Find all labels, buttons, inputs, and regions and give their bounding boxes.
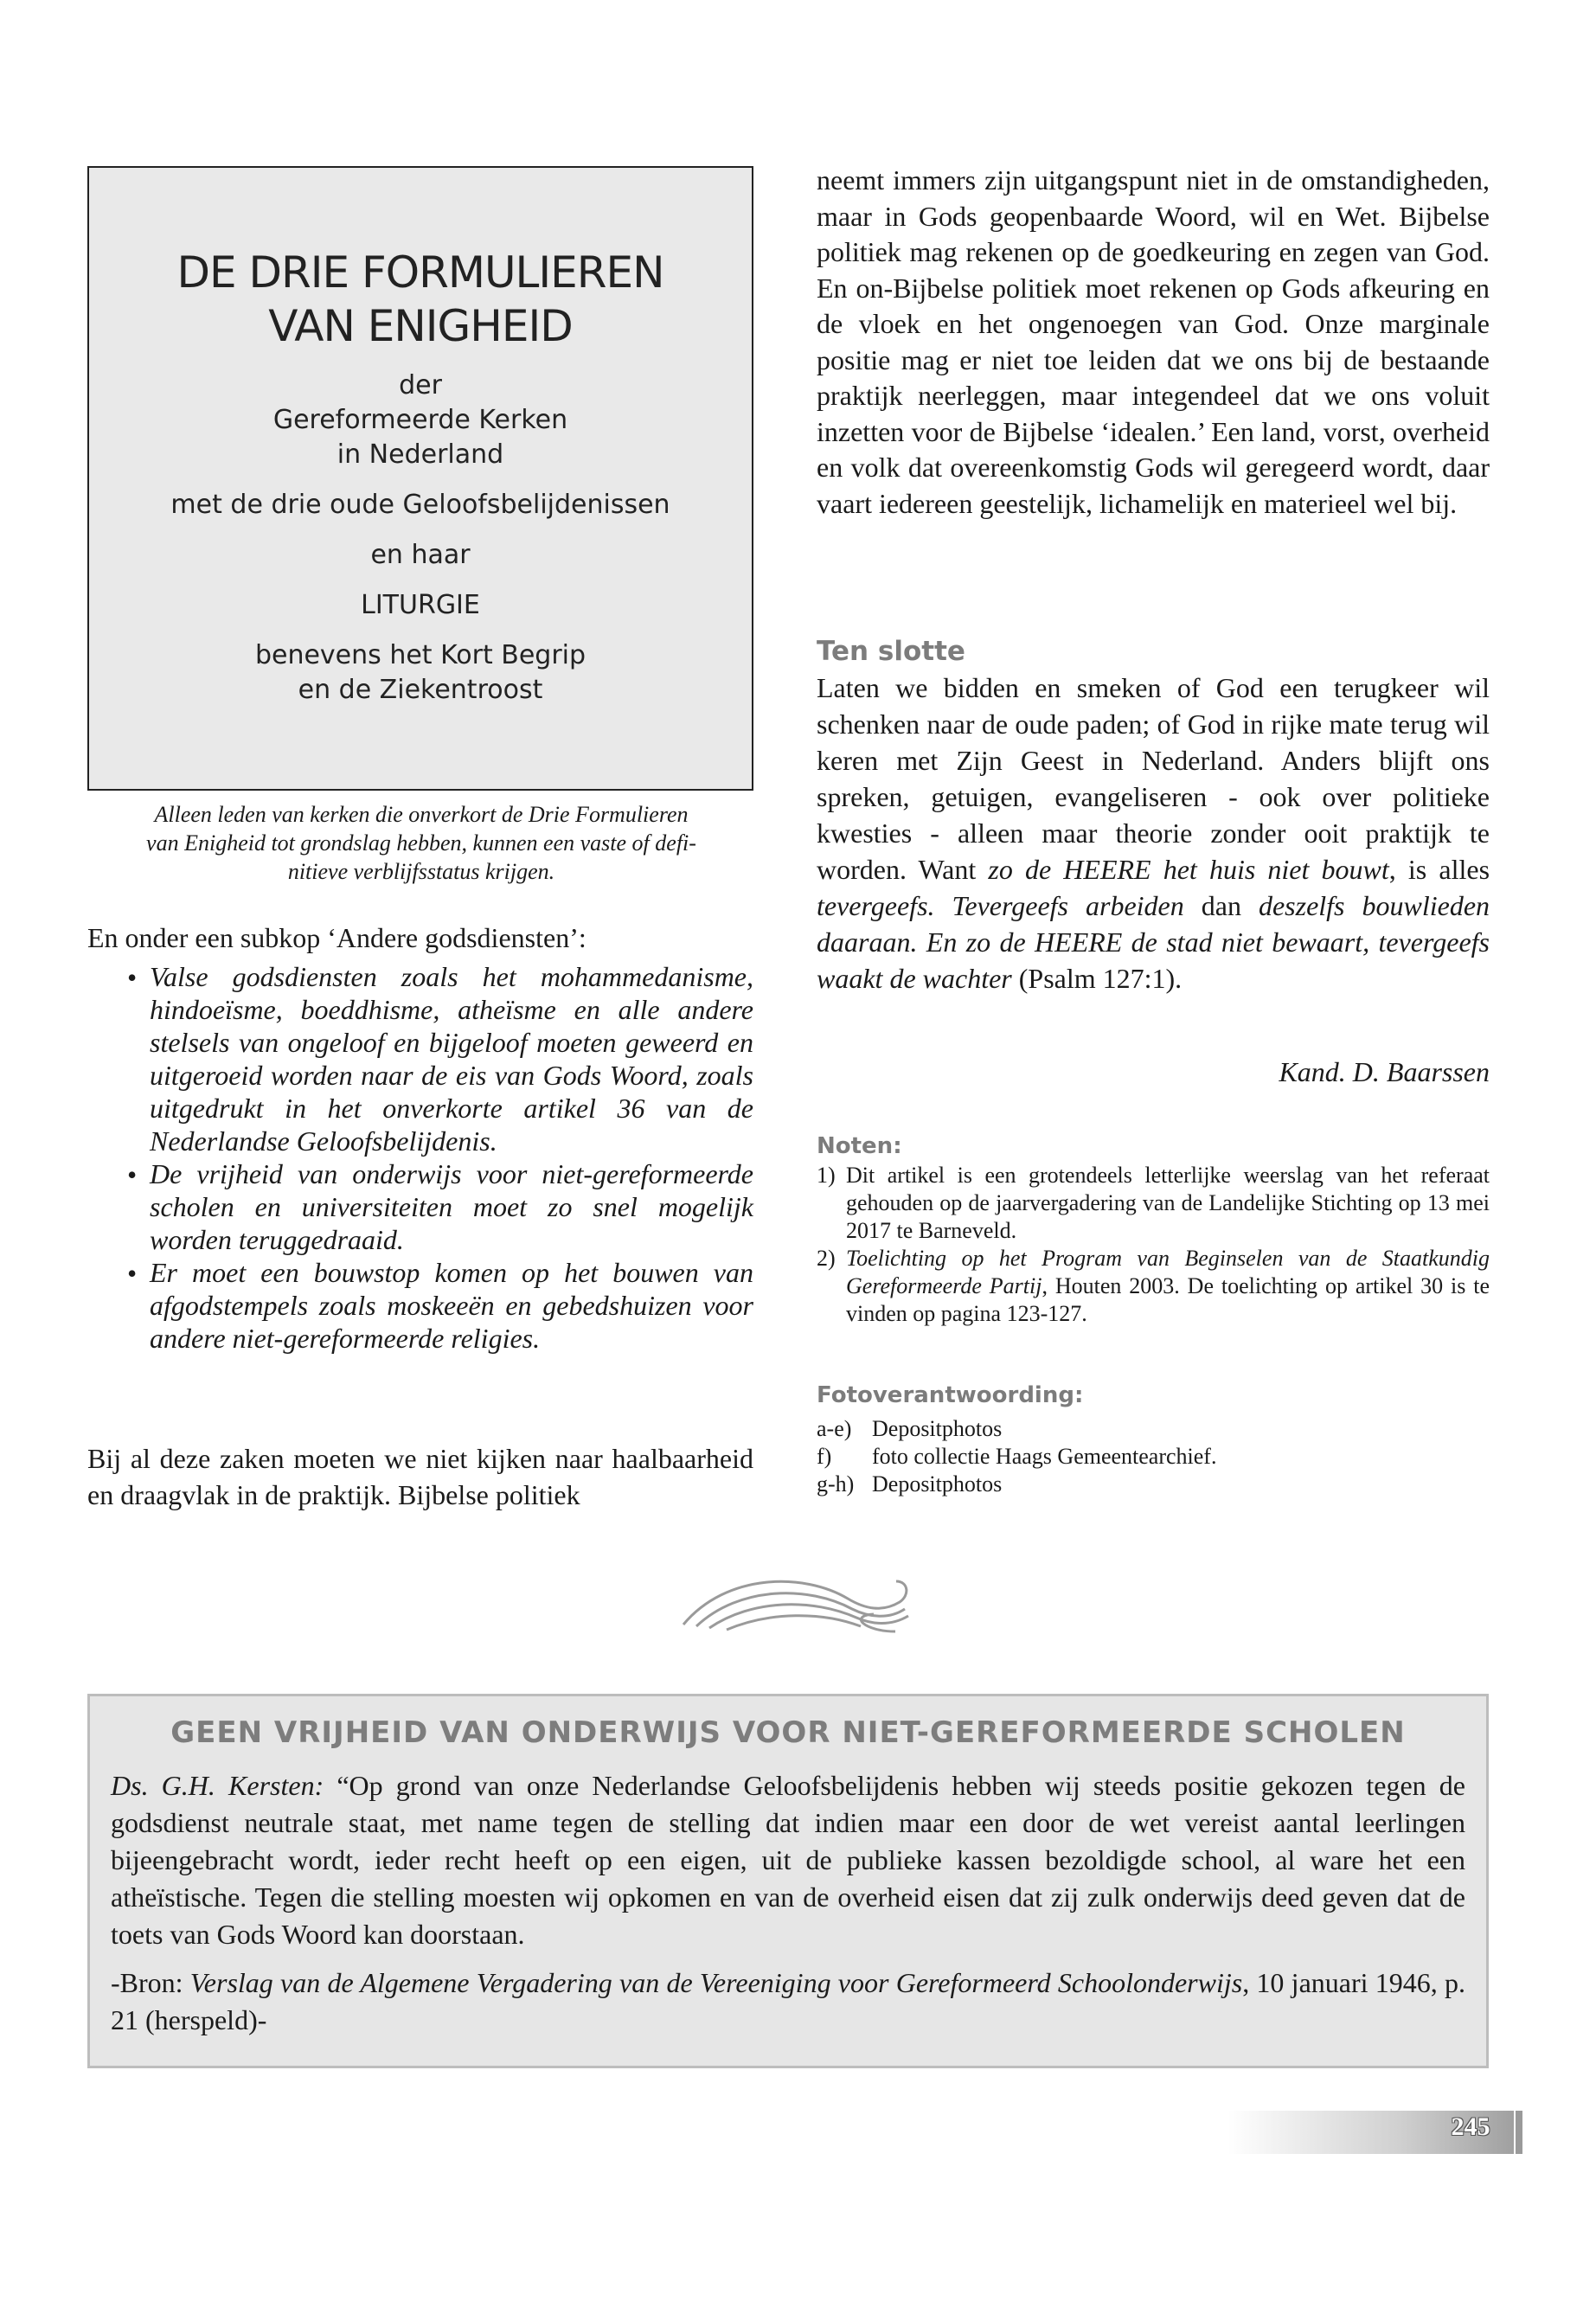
caption-line: nitieve verblijfsstatus krijgen. [287,859,555,884]
credit-key: a-e) [817,1416,852,1441]
page-edge-tick [1516,2111,1522,2154]
page-number: 245 [1451,2112,1490,2141]
bullet-text: De vrijheid van onderwijs voor niet-gereformeerde scholen en universiteiten moet zo snel mogelijk worden teruggedraaid. [150,1158,753,1255]
book-cover-image [87,166,753,791]
cover-kerken: Gereformeerde Kerken [272,405,568,435]
left-intro: En onder een subkop ‘Andere godsdiensten’: [87,922,586,953]
cover-geloof: met de drie oude Geloofsbelijdenissen [170,490,670,520]
notes-list [817,1162,1490,1328]
credits-heading: Fotoverantwoording: [817,1382,1084,1408]
note-rest: , Houten 2003. De toelichting op artikel 30 is te vinden op pagina 123-127. [846,1273,1490,1326]
para-italic: tevergeefs. Tevergeefs arbeiden [817,890,1184,921]
note-text: Dit artikel is een grotendeels letterlijke weerslag van het referaat gehouden op de jaarvergadering van de Landelijke Stichting op 13 mei 2017 te Barneveld. [846,1163,1490,1243]
bullet-text: Er moet een bouwstop komen op het bouwen van afgodstempels zoals moskeeën en gebedshuizen voor andere niet-gereformeerde religies. [150,1257,753,1354]
credit-value: foto collectie Haags Gemeentearchief. [872,1444,1217,1469]
note-text [846,1245,1490,1328]
credit-key: f) [817,1444,832,1469]
cover-title-line2: VAN ENIGHEID [268,301,573,351]
box-quote [111,1767,1465,1953]
para-text: Laten we bidden en smeken of God een terugkeer wil schenken naar de oude paden; of God in rijke mate terug wil keren met Zijn Geest in Nederland. Anders blijft ons spreken, getuigen, evangeliseren - ook over politieke kwesties - alleen maar theorie zonder ooit praktijk te worden. Want [817,672,1490,885]
caption-line: Alleen leden van kerken die onverkort de Drie Formulieren [154,802,689,827]
quote-box [87,1694,1489,2068]
box-title: GEEN VRIJHEID VAN ONDERWIJS VOOR NIET-GEREFORMEERDE SCHOLEN [170,1715,1406,1750]
bullet-list [87,960,753,1355]
cover-enhaar: en haar [370,540,471,570]
note-item [817,1162,1490,1245]
cover-liturgie: LITURGIE [361,590,480,620]
para-text: (Psalm 127:1). [1011,963,1183,994]
bullet-text: Valse godsdiensten zoals het mohammedanisme, hindoeïsme, boeddhisme, atheïsme en alle andere stelsels van ongeloof en bijgeloof moeten geweerd en uitgeroeid worden naar de eis van Gods Woord, zoals uitgedrukt in het onverkorte artikel 36 van de Nederlandse Geloofsbelijdenis. [150,961,753,1157]
author: Kand. D. Baarssen [1279,1056,1490,1087]
list-item [87,1256,753,1355]
cover-der: der [399,370,442,401]
note-item [817,1245,1490,1328]
para-italic: deszelfs bouwlieden daaraan. En zo de HEERE de stad niet bewaart, tevergeefs waakt de wachter [817,890,1490,994]
bullet-icon: • [127,962,138,993]
cover-title-line1: DE DRIE FORMULIEREN [176,247,664,298]
para-italic: zo de HEERE het huis niet bouwt [988,854,1389,885]
cover-nederland: in Nederland [337,439,504,470]
speaker: Ds. G.H. Kersten: [111,1770,324,1801]
credit-value: Depositphotos [872,1471,1003,1497]
credit-key: g-h) [817,1471,855,1497]
source-prefix: -Bron: [111,1967,190,1998]
right-para1: neemt immers zijn uitgangspunt niet in de omstandigheden, maar in Gods geopenbaarde Woord, wil en Wet. Bijbelse politiek mag rekenen op de goedkeuring en zegen van God. En on-Bijbelse politiek moet rekenen op Gods afkeuring en de vloek en het ongenoegen van God. Onze marginale positie mag er niet toe leiden dat we ons bij de bestaande praktijk neerleggen, maar integendeel dat we ons voluit inzetten voor de Bijbelse ‘idealen.’ Een land, vorst, overheid en volk dat overeenkomstig Gods wil geregeerd wordt, daar vaart iedereen geestelijk, lichamelijk en materieel wel bij. [817,164,1490,519]
credit-row [817,1443,1490,1471]
box-source [111,1965,1465,2039]
bullet-icon: • [127,1159,138,1190]
note-italic: Toelichting op het Program van Beginselen van de Staatkundig Gereformeerde Partij [846,1246,1490,1298]
section-heading: Ten slotte [817,636,965,667]
credit-row [817,1471,1490,1498]
note-number: 2) [817,1246,836,1271]
right-para2 [817,670,1490,997]
bullet-icon: • [127,1258,138,1289]
cover-kort-begrip: benevens het Kort Begrip [254,640,586,670]
caption-line: van Enigheid tot grondslag hebben, kunnen een vaste of defi- [146,830,696,856]
image-caption [83,800,760,886]
source-suffix: , 10 januari 1946, p. 21 (herspeld)- [111,1967,1466,2035]
note-number: 1) [817,1163,836,1188]
para-text: , is alles [1388,854,1490,885]
para-text: dan [1183,890,1259,921]
list-item [87,960,753,1157]
credit-row [817,1415,1490,1443]
source-title: Verslag van de Algemene Vergadering van de Vereeniging voor Gereformeerd Schoolonderwijs [189,1967,1243,1998]
notes-heading: Noten: [817,1133,902,1159]
quote-text: “Op grond van onze Nederlandse Geloofsbelijdenis hebben wij steeds positie gekozen tegen de godsdienst neutrale staat, met name tegen de stelling dat indien maar een door de wet vereist aantal leerlingen bijeengebracht wordt, ieder recht heeft op een eigen, uit de publieke kassen bezoldigde school, al ware het een atheïstische. Tegen die stelling moesten wij opkomen en van de overheid eisen dat zij zulk onderwijs deed geven dat de toets van Gods Woord kan doorstaan. [111,1770,1466,1950]
left-closing: Bij al deze zaken moeten we niet kijken naar haalbaarheid en draagvlak in de praktijk. Bijbelse politiek [87,1443,753,1510]
flourish-ornament-icon [675,1564,926,1642]
credit-value: Depositphotos [872,1416,1003,1441]
credits-list [817,1415,1490,1498]
list-item [87,1157,753,1256]
cover-ziekentroost: en de Ziekentroost [298,675,543,705]
